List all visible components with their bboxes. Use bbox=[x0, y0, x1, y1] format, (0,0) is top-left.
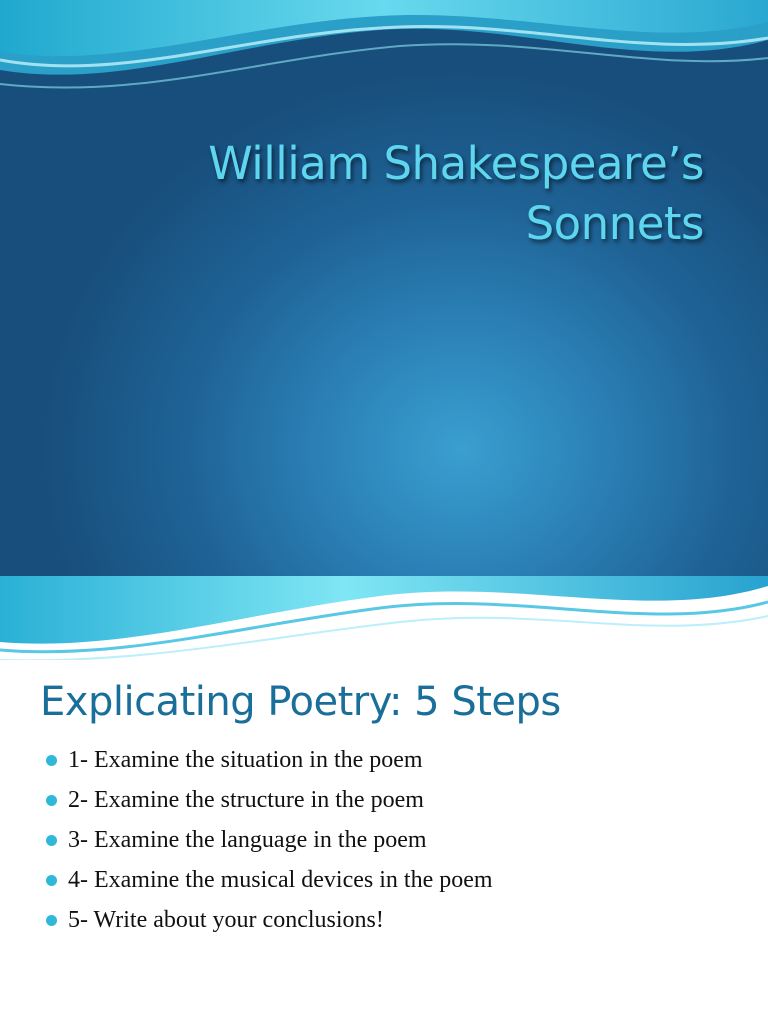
slide-title-line-1: William Shakespeare’s bbox=[208, 137, 704, 190]
slide-divider-wave bbox=[0, 572, 768, 664]
slide-title-line-2: Sonnets bbox=[525, 197, 704, 250]
list-item-text: 4- Examine the musical devices in the poem bbox=[68, 867, 493, 893]
content-slide bbox=[0, 660, 768, 1024]
bullet-icon bbox=[46, 795, 57, 806]
list-item bbox=[44, 860, 493, 900]
list-item-text: 3- Examine the language in the poem bbox=[68, 827, 427, 853]
list-item-text: 2- Examine the structure in the poem bbox=[68, 787, 424, 813]
slide-title bbox=[64, 134, 704, 254]
steps-list bbox=[44, 740, 493, 940]
list-item-text: 1- Examine the situation in the poem bbox=[68, 747, 423, 773]
bullet-icon bbox=[46, 835, 57, 846]
slide-heading: Explicating Poetry: 5 Steps bbox=[40, 679, 561, 725]
list-item bbox=[44, 780, 493, 820]
bullet-icon bbox=[46, 875, 57, 886]
list-item bbox=[44, 900, 493, 940]
top-wave-decoration bbox=[0, 0, 768, 110]
bullet-icon bbox=[46, 755, 57, 766]
list-item-text: 5- Write about your conclusions! bbox=[68, 907, 384, 933]
list-item bbox=[44, 740, 493, 780]
bullet-icon bbox=[46, 915, 57, 926]
list-item bbox=[44, 820, 493, 860]
